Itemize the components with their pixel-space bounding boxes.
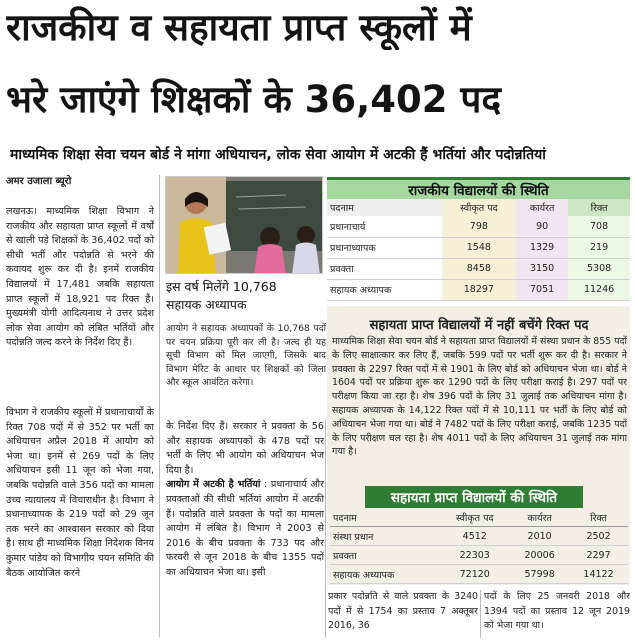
article-paragraph-2: विभाग ने राजकीय स्कूलों में प्रधानाचार्यों के रिक्त 708 पदों में से 352 पर भर्ती का अधियाचन अप्रैल 2018 में आयोग को भेजा था। इनमें से 269 पदों के लिए अधियाचन इसी 11 जून को भेजा गया, जबकि पदोन्नति वाले 356 पदों का मामला उच्च न्यायालय में विचाराधीन है। विभाग ने प्रधानाध्यापक के 219 पदों को 29 जून तक भरने का आश्वासन सरकार को दिया है। साथ ही माध्यमिक शिक्षा निदेशक विनय कुमार पांडेय को विभागीय चयन समिति की बैठक आयोजित करने [6, 407, 154, 579]
aided-schools-box-text: माध्यमिक शिक्षा सेवा चयन बोर्ड ने सहायता प्राप्त विद्यालयों में संस्था प्रधान के 855 पदों के लिए साक्षात्कार कर लिए हैं, जबकि 599 पदों पर भर्ती शुरू कर दी है। सरकार ने प्रवक्ता के 2297 रिक्त पदों में से 1901 के लिए बोर्ड को अधियाचन भेजा था। बोर्ड ने 1604 पदों पर प्रक्रिया शुरू कर 1290 पदों के लिए परीक्षा कराई है। 297 पदों पर परीक्षण किया जा रहा है। शेष 396 पदों के लिए 31 जुलाई तक अधियाचन मांगा है। सहायक अध्यापक के 14,122 रिक्त पदों में से 10,111 पर भर्ती के लिए बोर्ड को अधियाचन भेजा गया था। बोर्ड ने 7482 पदों के लिए परीक्षा कराई, जबकि 1235 पदों के लिए परीक्षण चल रहा है। शेष 4011 पदों के लिए अधियाचन 31 जुलाई तक मांगा गया है। [332, 336, 627, 458]
article-column-3-left: प्रकार पदोन्नति से वाले प्रवक्ता के 3240 पदों में से 1754 का प्रस्ताव 7 अक्तूबर 2016, 36 [328, 591, 478, 631]
table2 [330, 509, 628, 584]
column-divider-2 [325, 420, 326, 638]
table-row [327, 237, 630, 258]
photo-caption-body: आयोग ने सहायक अध्यापकों के 10,768 पदों पर चयन प्रक्रिया पूरी कर ली है। जल्द ही यह सूची विभाग को मिल जाएगी, जिसके बाद विभाग मेरिट के आधार पर शिक्षकों को जिला और स्कूल आवंटित करेगा। [166, 323, 326, 388]
table-cell: 57998 [510, 565, 569, 584]
table-row [330, 527, 628, 546]
article-paragraph-1: लखनऊ। माध्यमिक शिक्षा विभाग ने राजकीय और सहायता प्राप्त स्कूलों में वर्षों से खाली पड़े शिक्षकों के 36,402 पदों को सीधी भर्ती और पदोन्नति से भरने की कवायद शुरू कर दी है। इनमें राजकीय विद्यालयों में 17,481 जबकि सहायता प्राप्त स्कूलों में 18,921 पद रिक्त हैं। मुख्यमंत्री योगी आदित्यनाथ ने उत्तर प्रदेश लोक सेवा आयोग को लंबित भर्तियों और पदोन्नति जल्द करने के निर्देश दिए हैं। [6, 206, 154, 349]
table-cell: 708 [568, 216, 630, 237]
classroom-photo [165, 176, 323, 274]
byline: अमर उजाला ब्यूरो [6, 176, 72, 187]
article-column-2 [166, 420, 324, 638]
table-row [327, 279, 630, 300]
table-cell: 18297 [442, 279, 516, 300]
table-cell: 14122 [569, 565, 628, 584]
photo-caption-heading [166, 278, 277, 314]
table-row [327, 258, 630, 279]
table-cell: 1548 [442, 237, 516, 258]
column-divider-3 [480, 590, 481, 638]
table1-title-bar [327, 177, 630, 199]
table-cell: 219 [568, 237, 630, 258]
table1-header: पदनाम [327, 199, 442, 216]
col2-subheading: आयोग में अटकी है भर्तियां [166, 479, 261, 491]
table-cell: प्रधानाचार्य [327, 216, 442, 237]
table2-header: कार्यरत [510, 509, 569, 527]
table-cell: 90 [516, 216, 568, 237]
subheadline: माध्यमिक शिक्षा सेवा चयन बोर्ड ने मांगा अधियाचन, लोक सेवा आयोग में अटकी हैं भर्तियां और पदोन्नतियां [10, 147, 546, 163]
table-cell: प्रवक्ता [327, 258, 442, 279]
table2-title-bar [365, 486, 583, 508]
table-cell: प्रवक्ता [330, 546, 439, 565]
table-cell: 798 [442, 216, 516, 237]
table2-header: पदनाम [330, 509, 439, 527]
table1-grid [327, 199, 630, 301]
table-cell: 72120 [439, 565, 510, 584]
table1-header: कार्यरत [516, 199, 568, 216]
article-column-3-right: पदों के लिए 25 जनवरी 2018 और 1394 पदों का प्रस्ताव 12 जून 2019 को भेजा गया था। [484, 591, 630, 631]
table-cell: 2297 [569, 546, 628, 565]
table-cell: सहायक अध्यापक [330, 565, 439, 584]
column-divider [159, 175, 160, 637]
table-cell: 20006 [510, 546, 569, 565]
table-cell: 2502 [569, 527, 628, 546]
headline-line-1: राजकीय व सहायता प्राप्त स्कूलों में [6, 6, 472, 49]
table-cell: 4512 [439, 527, 510, 546]
table-cell: 2010 [510, 527, 569, 546]
table-cell: संस्था प्रधान [330, 527, 439, 546]
table-cell: 3150 [516, 258, 568, 279]
table1-title: राजकीय विद्यालयों की स्थिति [408, 182, 549, 199]
table-row [327, 216, 630, 237]
table2-title: सहायता प्राप्त विद्यालयों की स्थिति [390, 490, 558, 506]
table-cell: 8458 [442, 258, 516, 279]
headline-line-2: भरे जाएंगे शिक्षकों के 36,402 पद [6, 78, 502, 121]
table2-header: रिक्त [569, 509, 628, 527]
photo-caption-heading-line2: सहायक अध्यापक [166, 297, 247, 312]
table-cell: 1329 [516, 237, 568, 258]
table1-header: रिक्त [568, 199, 630, 216]
table-cell: 22303 [439, 546, 510, 565]
table-cell: 5308 [568, 258, 630, 279]
table1 [327, 199, 630, 301]
table2-header: स्वीकृत पद [439, 509, 510, 527]
table2-grid [330, 509, 628, 584]
table-row [330, 565, 628, 584]
col2-paragraph-2: : प्रधानाचार्य और प्रवक्ताओं की सीधी भर्तियां आयोग में अटकी हैं। पदोन्नति वाले प्रवक्ता के पदों का मामला आयोग में लंबित है। विभाग ने 2003 से 2016 के बीच प्रवक्ता के 733 पद और फरवरी से जून 2018 के बीच 1355 पदों का अधियाचन भेजा था। इसी [166, 479, 324, 578]
table-cell: प्रधानाध्यापक [327, 237, 442, 258]
table-cell: 7051 [516, 279, 568, 300]
table1-header: स्वीकृत पद [442, 199, 516, 216]
table-cell: सहायक अध्यापक [327, 279, 442, 300]
photo-caption-heading-line1: इस वर्ष मिलेंगे 10,768 [166, 279, 277, 294]
col2-paragraph-1: के निर्देश दिए हैं। सरकार ने प्रवक्ता के 56 और सहायक अध्यापकों के 478 पदों पर भर्ती के लिए भी आयोग को अधियाचन भेज दिया है। [166, 421, 324, 476]
aided-schools-box-title: सहायता प्राप्त विद्यालयों में नहीं बचेंगे रिक्त पद [369, 318, 589, 333]
table-row [330, 546, 628, 565]
table-cell: 11246 [568, 279, 630, 300]
